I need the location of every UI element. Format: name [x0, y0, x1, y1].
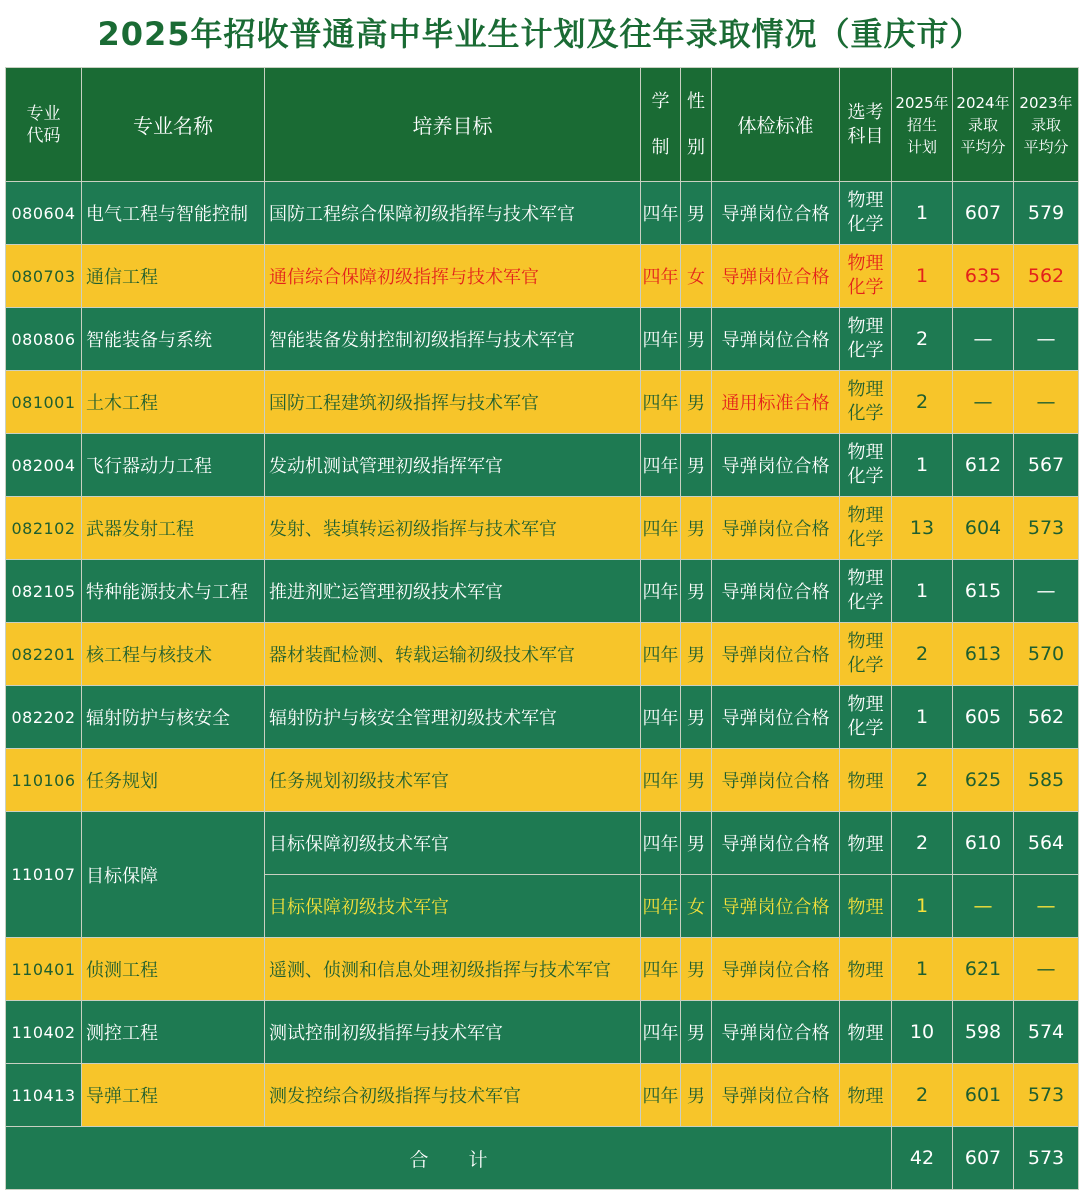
cell-goal: 辐射防护与核安全管理初级技术军官 — [265, 686, 641, 749]
cell-years: 四年 — [641, 623, 681, 686]
cell-physical: 导弹岗位合格 — [712, 749, 840, 812]
cell-goal: 通信综合保障初级指挥与技术军官 — [265, 245, 641, 308]
cell-name: 土木工程 — [82, 371, 265, 434]
cell-code: 110413 — [6, 1064, 82, 1127]
cell-subjects: 物理 化学 — [840, 308, 892, 371]
cell-code: 080806 — [6, 308, 82, 371]
cell-physical: 通用标准合格 — [712, 371, 840, 434]
cell-avg2024: — — [953, 371, 1014, 434]
total-label: 合计 — [6, 1127, 892, 1190]
cell-name: 导弹工程 — [82, 1064, 265, 1127]
cell-gender: 男 — [681, 1001, 712, 1064]
cell-name: 侦测工程 — [82, 938, 265, 1001]
cell-subjects: 物理 化学 — [840, 497, 892, 560]
cell-code: 082201 — [6, 623, 82, 686]
cell-years: 四年 — [641, 560, 681, 623]
header-plan2025: 2025年 招生 计划 — [892, 68, 953, 182]
cell-gender: 男 — [681, 686, 712, 749]
cell-avg2023: — — [1014, 308, 1079, 371]
cell-subjects: 物理 化学 — [840, 245, 892, 308]
cell-avg2024: 605 — [953, 686, 1014, 749]
cell-years: 四年 — [641, 308, 681, 371]
cell-avg2023: 567 — [1014, 434, 1079, 497]
cell-name: 目标保障 — [82, 812, 265, 938]
cell-subjects: 物理 — [840, 749, 892, 812]
cell-goal: 测试控制初级指挥与技术军官 — [265, 1001, 641, 1064]
cell-avg2024: 607 — [953, 182, 1014, 245]
cell-years: 四年 — [641, 749, 681, 812]
cell-avg2023: 570 — [1014, 623, 1079, 686]
cell-physical: 导弹岗位合格 — [712, 497, 840, 560]
page-title: 2025年招收普通高中毕业生计划及往年录取情况（重庆市） — [97, 15, 983, 53]
cell-avg2023: 562 — [1014, 245, 1079, 308]
cell-name: 武器发射工程 — [82, 497, 265, 560]
cell-plan2025: 2 — [892, 1064, 953, 1127]
cell-subjects: 物理 — [840, 1064, 892, 1127]
cell-gender: 男 — [681, 434, 712, 497]
cell-plan2025: 2 — [892, 749, 953, 812]
cell-years: 四年 — [641, 875, 681, 938]
cell-goal: 器材装配检测、转载运输初级技术军官 — [265, 623, 641, 686]
cell-avg2023: 562 — [1014, 686, 1079, 749]
cell-physical: 导弹岗位合格 — [712, 308, 840, 371]
cell-plan2025: 2 — [892, 623, 953, 686]
cell-goal: 目标保障初级技术军官 — [265, 875, 641, 938]
cell-avg2024: 598 — [953, 1001, 1014, 1064]
table-row — [6, 560, 1079, 623]
header-name: 专业名称 — [82, 68, 265, 182]
header-code: 专业 代码 — [6, 68, 82, 182]
cell-code: 110106 — [6, 749, 82, 812]
cell-years: 四年 — [641, 371, 681, 434]
cell-physical: 导弹岗位合格 — [712, 1064, 840, 1127]
cell-years: 四年 — [641, 812, 681, 875]
cell-code: 082105 — [6, 560, 82, 623]
cell-goal: 遥测、侦测和信息处理初级指挥与技术军官 — [265, 938, 641, 1001]
cell-years: 四年 — [641, 497, 681, 560]
cell-subjects: 物理 化学 — [840, 686, 892, 749]
table-row — [6, 371, 1079, 434]
cell-name: 通信工程 — [82, 245, 265, 308]
cell-physical: 导弹岗位合格 — [712, 686, 840, 749]
cell-gender: 男 — [681, 1064, 712, 1127]
cell-plan2025: 1 — [892, 686, 953, 749]
cell-goal: 发射、装填转运初级指挥与技术军官 — [265, 497, 641, 560]
cell-name: 电气工程与智能控制 — [82, 182, 265, 245]
cell-plan2025: 1 — [892, 875, 953, 938]
cell-subjects: 物理 化学 — [840, 371, 892, 434]
cell-physical: 导弹岗位合格 — [712, 875, 840, 938]
cell-avg2024: 612 — [953, 434, 1014, 497]
table-row — [6, 308, 1079, 371]
cell-years: 四年 — [641, 245, 681, 308]
cell-gender: 男 — [681, 560, 712, 623]
cell-plan2025: 1 — [892, 245, 953, 308]
table-row — [6, 686, 1079, 749]
cell-avg2024: 615 — [953, 560, 1014, 623]
table-row — [6, 245, 1079, 308]
table-row — [6, 497, 1079, 560]
cell-plan2025: 1 — [892, 182, 953, 245]
cell-code: 080703 — [6, 245, 82, 308]
cell-years: 四年 — [641, 686, 681, 749]
cell-avg2024: — — [953, 308, 1014, 371]
cell-avg2023: — — [1014, 371, 1079, 434]
cell-avg2023: 573 — [1014, 497, 1079, 560]
table-row — [6, 1064, 1079, 1127]
cell-code: 081001 — [6, 371, 82, 434]
cell-avg2024: — — [953, 875, 1014, 938]
table-row — [6, 749, 1079, 812]
table-row — [6, 812, 1079, 875]
cell-gender: 男 — [681, 497, 712, 560]
header-goal: 培养目标 — [265, 68, 641, 182]
cell-subjects: 物理 — [840, 875, 892, 938]
table-row — [6, 182, 1079, 245]
header-gender: 性 别 — [681, 68, 712, 182]
cell-goal: 智能装备发射控制初级指挥与技术军官 — [265, 308, 641, 371]
cell-name: 特种能源技术与工程 — [82, 560, 265, 623]
table-row — [6, 938, 1079, 1001]
cell-physical: 导弹岗位合格 — [712, 1001, 840, 1064]
cell-plan2025: 2 — [892, 812, 953, 875]
cell-gender: 男 — [681, 938, 712, 1001]
cell-avg2024: 604 — [953, 497, 1014, 560]
cell-avg2023: — — [1014, 938, 1079, 1001]
cell-goal: 目标保障初级技术军官 — [265, 812, 641, 875]
cell-avg2023: — — [1014, 875, 1079, 938]
cell-goal: 发动机测试管理初级指挥军官 — [265, 434, 641, 497]
header-avg2023: 2023年 录取 平均分 — [1014, 68, 1079, 182]
header-years: 学 制 — [641, 68, 681, 182]
cell-avg2024: 610 — [953, 812, 1014, 875]
cell-gender: 男 — [681, 812, 712, 875]
cell-subjects: 物理 化学 — [840, 182, 892, 245]
cell-avg2024: 601 — [953, 1064, 1014, 1127]
cell-years: 四年 — [641, 938, 681, 1001]
admission-table — [5, 67, 1078, 1190]
cell-avg2023: — — [1014, 560, 1079, 623]
cell-gender: 男 — [681, 182, 712, 245]
total-avg2023: 573 — [1014, 1127, 1079, 1190]
cell-goal: 测发控综合初级指挥与技术军官 — [265, 1064, 641, 1127]
cell-avg2023: 564 — [1014, 812, 1079, 875]
cell-years: 四年 — [641, 434, 681, 497]
cell-gender: 女 — [681, 245, 712, 308]
header-physical: 体检标准 — [712, 68, 840, 182]
cell-gender: 女 — [681, 875, 712, 938]
cell-avg2023: 585 — [1014, 749, 1079, 812]
table-row — [6, 434, 1079, 497]
cell-goal: 国防工程建筑初级指挥与技术军官 — [265, 371, 641, 434]
cell-avg2024: 625 — [953, 749, 1014, 812]
cell-avg2024: 635 — [953, 245, 1014, 308]
total-avg2024: 607 — [953, 1127, 1014, 1190]
cell-name: 核工程与核技术 — [82, 623, 265, 686]
cell-name: 辐射防护与核安全 — [82, 686, 265, 749]
cell-gender: 男 — [681, 749, 712, 812]
cell-physical: 导弹岗位合格 — [712, 812, 840, 875]
cell-plan2025: 1 — [892, 938, 953, 1001]
cell-physical: 导弹岗位合格 — [712, 182, 840, 245]
cell-years: 四年 — [641, 182, 681, 245]
cell-plan2025: 1 — [892, 434, 953, 497]
cell-code: 110402 — [6, 1001, 82, 1064]
cell-gender: 男 — [681, 371, 712, 434]
cell-avg2023: 579 — [1014, 182, 1079, 245]
cell-physical: 导弹岗位合格 — [712, 245, 840, 308]
cell-name: 飞行器动力工程 — [82, 434, 265, 497]
cell-plan2025: 2 — [892, 308, 953, 371]
cell-plan2025: 13 — [892, 497, 953, 560]
cell-goal: 推进剂贮运管理初级技术军官 — [265, 560, 641, 623]
cell-avg2023: 573 — [1014, 1064, 1079, 1127]
cell-avg2024: 613 — [953, 623, 1014, 686]
cell-name: 测控工程 — [82, 1001, 265, 1064]
table-header — [6, 68, 1079, 182]
cell-code: 080604 — [6, 182, 82, 245]
cell-name: 智能装备与系统 — [82, 308, 265, 371]
header-subjects: 选考 科目 — [840, 68, 892, 182]
cell-code: 082202 — [6, 686, 82, 749]
cell-gender: 男 — [681, 623, 712, 686]
cell-subjects: 物理 — [840, 938, 892, 1001]
cell-years: 四年 — [641, 1064, 681, 1127]
cell-code: 082004 — [6, 434, 82, 497]
cell-code: 110401 — [6, 938, 82, 1001]
cell-physical: 导弹岗位合格 — [712, 938, 840, 1001]
cell-goal: 任务规划初级技术军官 — [265, 749, 641, 812]
cell-subjects: 物理 — [840, 1001, 892, 1064]
total-row — [6, 1127, 1079, 1190]
table-row — [6, 1001, 1079, 1064]
cell-plan2025: 1 — [892, 560, 953, 623]
cell-physical: 导弹岗位合格 — [712, 434, 840, 497]
cell-subjects: 物理 — [840, 812, 892, 875]
table-row — [6, 623, 1079, 686]
cell-physical: 导弹岗位合格 — [712, 623, 840, 686]
cell-gender: 男 — [681, 308, 712, 371]
cell-plan2025: 2 — [892, 371, 953, 434]
cell-code: 082102 — [6, 497, 82, 560]
cell-subjects: 物理 化学 — [840, 623, 892, 686]
cell-subjects: 物理 化学 — [840, 434, 892, 497]
cell-goal: 国防工程综合保障初级指挥与技术军官 — [265, 182, 641, 245]
cell-physical: 导弹岗位合格 — [712, 560, 840, 623]
cell-plan2025: 10 — [892, 1001, 953, 1064]
cell-name: 任务规划 — [82, 749, 265, 812]
header-avg2024: 2024年 录取 平均分 — [953, 68, 1014, 182]
cell-subjects: 物理 化学 — [840, 560, 892, 623]
cell-years: 四年 — [641, 1001, 681, 1064]
cell-avg2023: 574 — [1014, 1001, 1079, 1064]
cell-avg2024: 621 — [953, 938, 1014, 1001]
total-plan2025: 42 — [892, 1127, 953, 1190]
cell-code: 110107 — [6, 812, 82, 938]
